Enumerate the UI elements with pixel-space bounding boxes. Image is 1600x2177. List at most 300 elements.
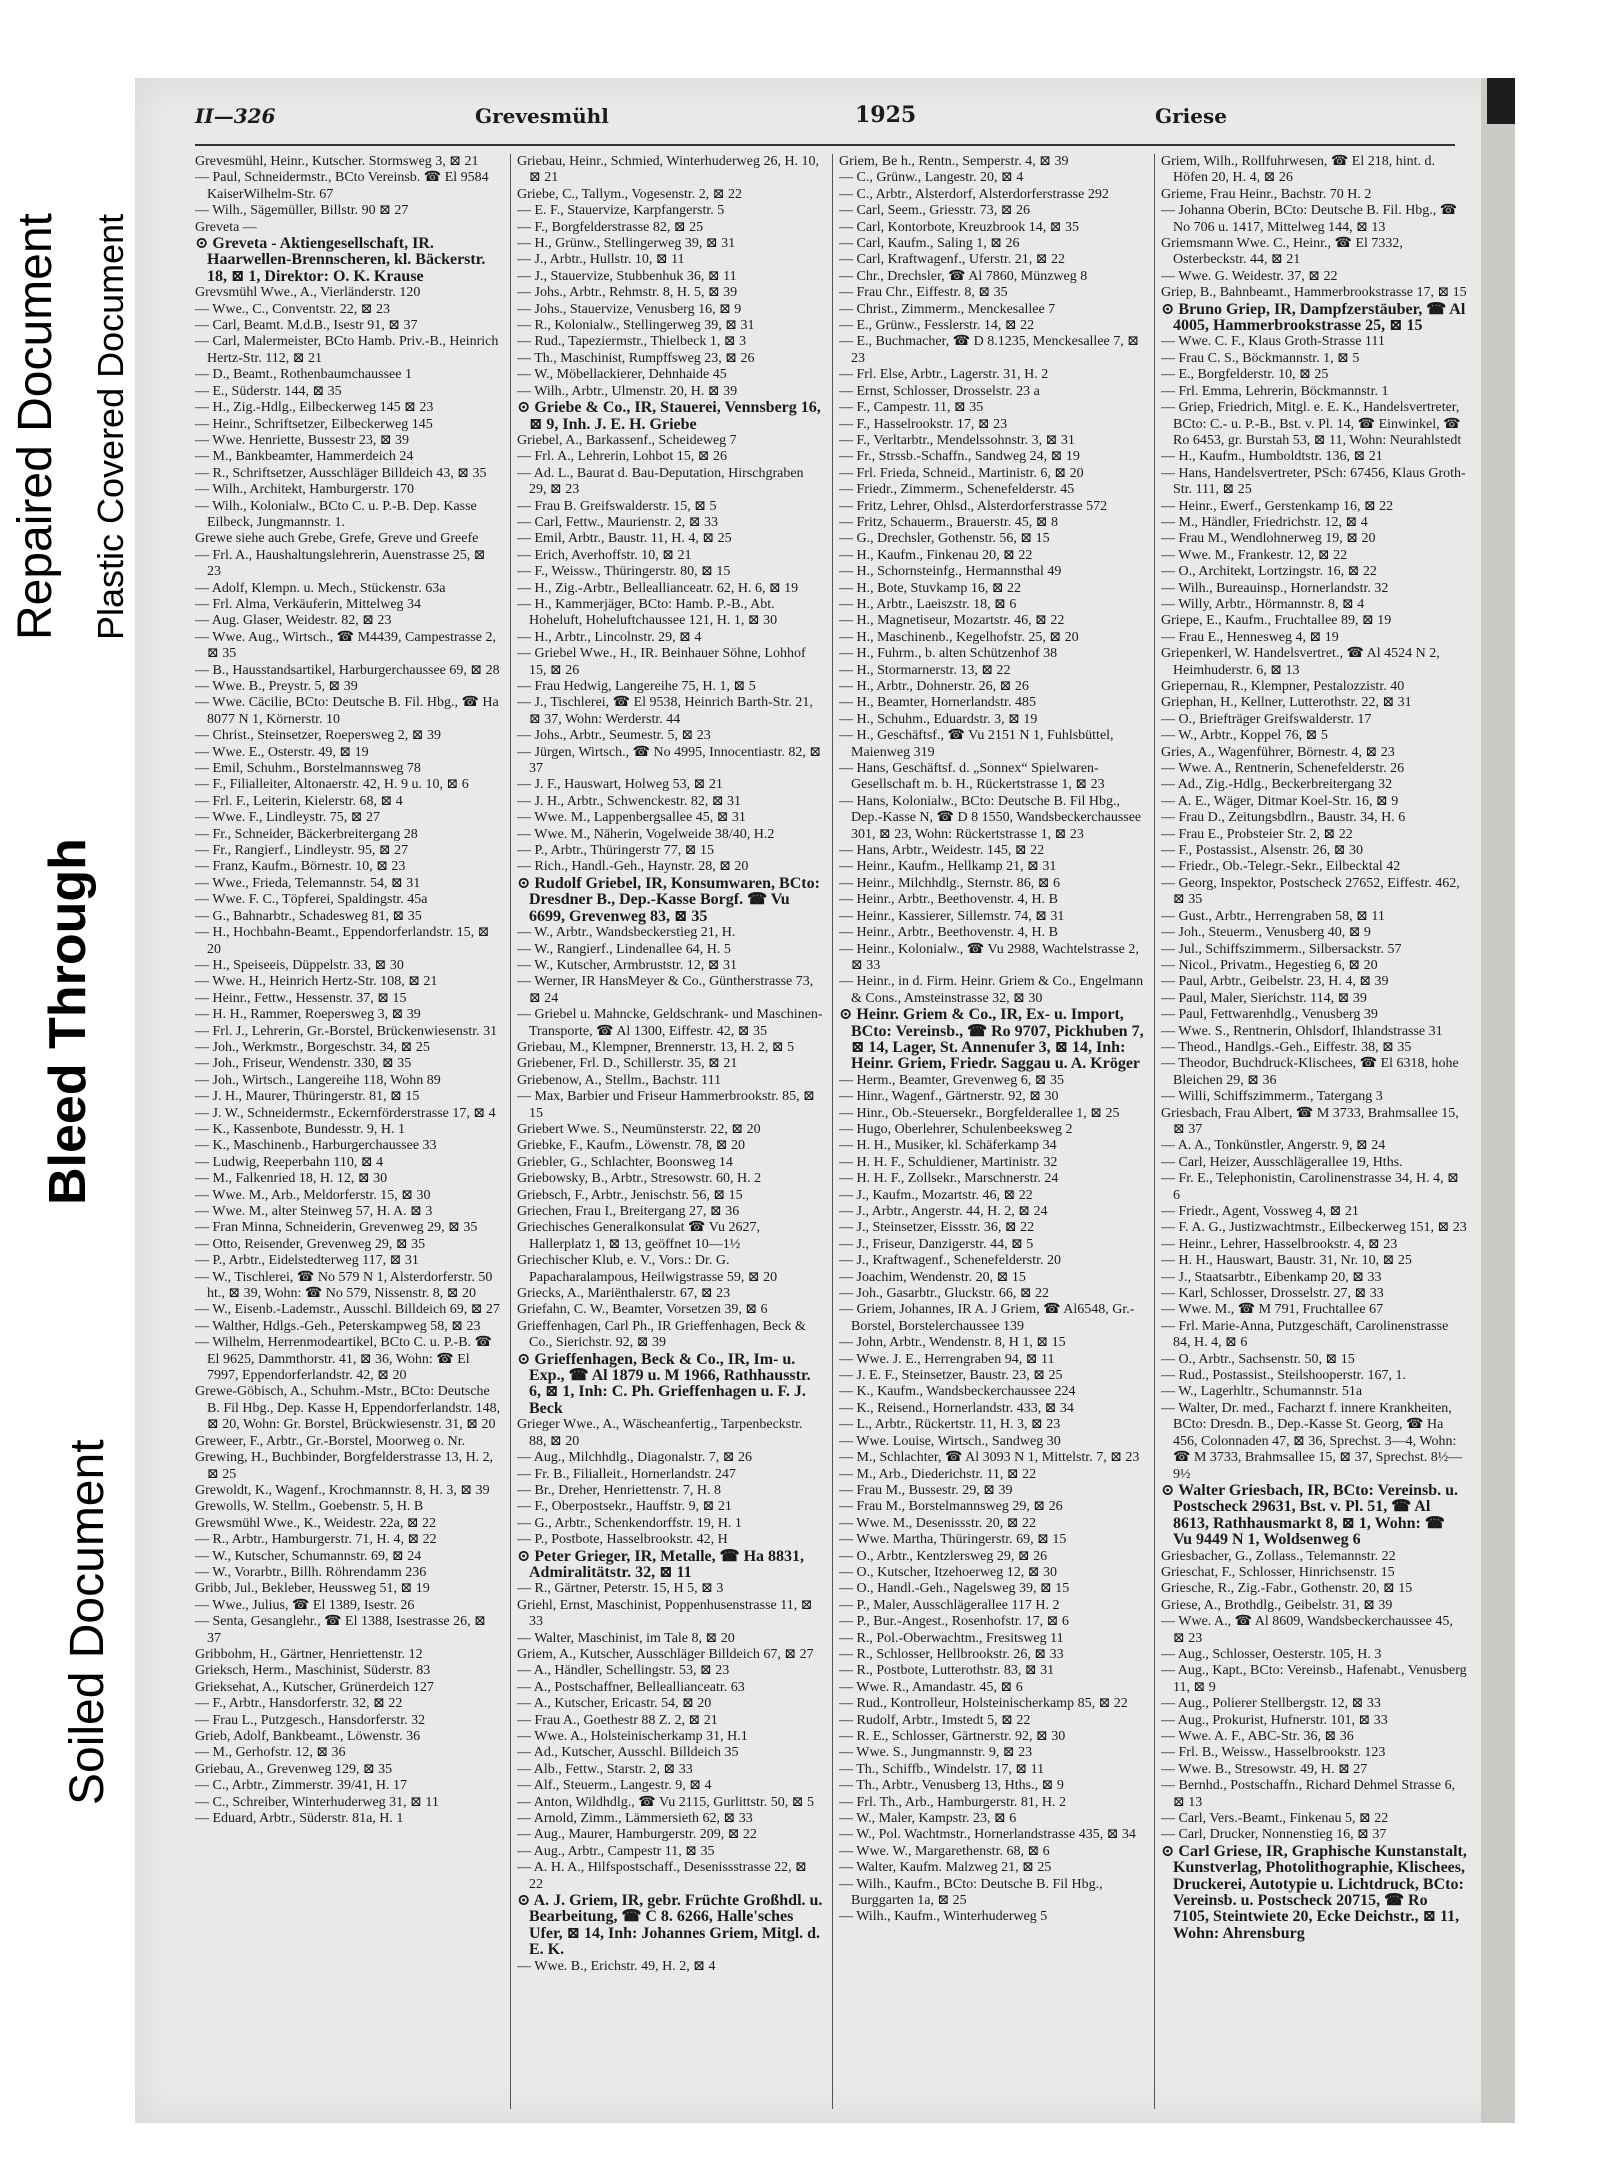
directory-entry: — Wwe. S., Rentnerin, Ohlsdorf, Ihlandstrasse 31 bbox=[1161, 1023, 1443, 1039]
directory-entry: — Johs., Arbtr., Seumestr. 5, ⊠ 23 bbox=[517, 728, 711, 744]
directory-entry: — Frl. A., Haushaltungslehrerin, Auenstrasse 25, ⊠ 23 bbox=[195, 547, 486, 580]
directory-entry: — R. E., Schlosser, Gärtnerstr. 92, ⊠ 30 bbox=[839, 1729, 1066, 1744]
directory-entry: — R., Arbtr., Hamburgerstr. 71, H. 4, ⊠ 22 bbox=[195, 1532, 437, 1548]
directory-entry: — Wwe. H., Heinrich Hertz-Str. 108, ⊠ 21 bbox=[195, 974, 438, 990]
directory-entry: — Heinr., Fettw., Hessenstr. 37, ⊠ 15 bbox=[195, 990, 407, 1006]
directory-entry: — Heinr., in d. Firm. Heinr. Griem & Co., Engelmann & Cons., Amsteinstrasse 32, ⊠ 30 bbox=[839, 974, 1144, 1006]
directory-entry: — Paul, Maler, Sierichstr. 114, ⊠ 39 bbox=[1161, 990, 1367, 1006]
directory-entry: — Willi, Schiffszimmerm., Tatergang 3 bbox=[1161, 1089, 1383, 1105]
directory-entry: — F., Oberpostsekr., Hauffstr. 9, ⊠ 21 bbox=[517, 1499, 732, 1515]
label-soiled-document: Soiled Document bbox=[61, 1439, 114, 1805]
directory-entry: — Fran Minna, Schneiderin, Grevenweg 29, ⊠ 35 bbox=[195, 1220, 478, 1236]
directory-entry: — O., Architekt, Lortzingstr. 16, ⊠ 22 bbox=[1161, 564, 1377, 580]
directory-entry: — P., Bur.-Angest., Rosenhofstr. 17, ⊠ 6 bbox=[839, 1614, 1069, 1630]
directory-entry: — Johs., Arbtr., Rehmstr. 8, H. 5, ⊠ 39 bbox=[517, 285, 738, 301]
directory-entry: — Rud., Kontrolleur, Holsteinischerkamp 85, ⊠ 22 bbox=[839, 1696, 1128, 1712]
directory-entry: — M., Arb., Diederichstr. 11, ⊠ 22 bbox=[839, 1466, 1037, 1482]
directory-entry: — Frau M., Wendlohnerweg 19, ⊠ 20 bbox=[1161, 531, 1376, 547]
directory-entry: — F. A. G., Justizwachtmstr., Eilbeckerweg 151, ⊠ 23 bbox=[1161, 1220, 1467, 1236]
directory-entry: — Heinr., Kassierer, Sillemstr. 74, ⊠ 31 bbox=[839, 908, 1065, 924]
directory-entry: Gribb, Jul., Bekleber, Heussweg 51, ⊠ 19 bbox=[195, 1581, 430, 1597]
directory-entry: — F., Verltarbtr., Mendelssohnstr. 3, ⊠ 31 bbox=[839, 432, 1075, 448]
page-tab bbox=[1487, 78, 1515, 124]
directory-entry: — H. H., Musiker, kl. Schäferkamp 34 bbox=[839, 1138, 1057, 1154]
directory-entry: — C., Arbtr., Alsterdorf, Alsterdorferstrasse 292 bbox=[839, 186, 1109, 202]
directory-entry: — Wwe., C., Conventstr. 22, ⊠ 23 bbox=[195, 301, 391, 317]
directory-entry: — Aug. Glaser, Weidestr. 82, ⊠ 23 bbox=[195, 613, 392, 629]
directory-entry: — Wwe. Henriette, Bussestr 23, ⊠ 39 bbox=[195, 432, 410, 448]
year: 1925 bbox=[855, 102, 917, 128]
directory-entry: — P., Postbote, Hasselbrookstr. 42, H bbox=[517, 1532, 728, 1548]
directory-entry: — Heinr., Kaufm., Hellkamp 21, ⊠ 31 bbox=[839, 859, 1057, 875]
directory-entry: — P., Maler, Ausschlägerallee 117 H. 2 bbox=[839, 1597, 1060, 1613]
label-bleed-through: Bleed Through bbox=[39, 838, 97, 1205]
directory-entry: — Aug., Schlosser, Oesterstr. 105, H. 3 bbox=[1161, 1646, 1382, 1662]
directory-entry: — P., Arbtr., Eidelstedterweg 117, ⊠ 31 bbox=[195, 1253, 419, 1269]
directory-entry: — C., Grünw., Langestr. 20, ⊠ 4 bbox=[839, 170, 1024, 186]
directory-entry: — Fritz, Schauerm., Brauerstr. 45, ⊠ 8 bbox=[839, 514, 1058, 530]
directory-entry: — Frau E., Hennesweg 4, ⊠ 19 bbox=[1161, 629, 1339, 645]
directory-entry: — Heinr., Ewerf., Gerstenkamp 16, ⊠ 22 bbox=[1161, 498, 1394, 514]
directory-entry: — Heinr., Arbtr., Beethovenstr. 4, H. B bbox=[839, 925, 1058, 941]
directory-entry: — W., Maler, Kampstr. 23, ⊠ 6 bbox=[839, 1811, 1017, 1827]
directory-entry: ⊙ Griebe & Co., IR, Stauerei, Vennsberg 16, ⊠ 9, Inh. J. E. H. Griebe bbox=[517, 399, 821, 433]
directory-entry: Griebke, F., Kaufm., Löwenstr. 78, ⊠ 20 bbox=[517, 1138, 745, 1154]
directory-entry: — Wwe. A. F., ABC-Str. 36, ⊠ 36 bbox=[1161, 1729, 1354, 1744]
directory-entry: — G., Bahnarbtr., Schadesweg 81, ⊠ 35 bbox=[195, 908, 422, 924]
directory-entry: — Wilh., Kolonialw., BCto C. u. P.-B. Dep. Kasse Eilbeck, Jungmannstr. 1. bbox=[195, 498, 477, 530]
directory-entry: Griebau, M., Klempner, Brennerstr. 13, H. 2, ⊠ 5 bbox=[517, 1039, 795, 1055]
directory-entry: — M., Schlachter, ☎ Al 3093 N 1, Mittelstr. 7, ⊠ 23 bbox=[839, 1450, 1140, 1466]
directory-entry: — K., Kassenbote, Bundesstr. 9, H. 1 bbox=[195, 1121, 405, 1137]
directory-entry: Grieksehat, A., Kutscher, Grünerdeich 127 bbox=[195, 1679, 434, 1695]
directory-entry: — Emil, Arbtr., Baustr. 11, H. 4, ⊠ 25 bbox=[517, 531, 732, 547]
directory-entry: Griebsch, F., Arbtr., Jenischstr. 56, ⊠ 15 bbox=[517, 1187, 743, 1203]
directory-entry: — J. F., Hauswart, Holweg 53, ⊠ 21 bbox=[517, 777, 723, 793]
directory-entry: — Frau C. S., Böckmannstr. 1, ⊠ 5 bbox=[1161, 350, 1360, 366]
directory-entry: Griebenow, A., Stellm., Bachstr. 111 bbox=[517, 1072, 722, 1088]
directory-entry: — A., Händler, Schellingstr. 53, ⊠ 23 bbox=[517, 1663, 730, 1679]
directory-entry: — W., Pol. Wachtmstr., Hornerlandstrasse 435, ⊠ 34 bbox=[839, 1827, 1136, 1843]
directory-entry: — Griem, Johannes, IR A. J Griem, ☎ Al6548, Gr.-Borstel, Borstelerchaussee 139 bbox=[839, 1302, 1135, 1334]
directory-entry: — Wwe., Julius, ☎ El 1389, Isestr. 26 bbox=[195, 1597, 415, 1613]
directory-entry: — Heinr., Kolonialw., ☎ Vu 2988, Wachtelstrasse 2, ⊠ 33 bbox=[839, 941, 1139, 973]
directory-entry: Griem, Be h., Rentn., Semperstr. 4, ⊠ 39 bbox=[839, 154, 1069, 169]
directory-entry: ⊙ Peter Grieger, IR, Metalle, ☎ Ha 8831, Admiralitätstr. 32, ⊠ 11 bbox=[517, 1547, 805, 1581]
directory-entry: — A., Kutscher, Ericastr. 54, ⊠ 20 bbox=[517, 1696, 712, 1712]
directory-entry: — Fr., Rangierf., Lindleystr. 95, ⊠ 27 bbox=[195, 843, 409, 859]
directory-entry: — H., Schornsteinfg., Hermannsthal 49 bbox=[839, 564, 1062, 580]
directory-entry: — Griebel u. Mahncke, Geldschrank- und Maschinen-Transporte, ☎ Al 1300, Eiffestr. 42, ⊠ 35 bbox=[517, 1007, 823, 1039]
last-entry-name: Griese bbox=[1155, 104, 1227, 128]
directory-entry: — H. H., Hauswart, Baustr. 31, Nr. 10, ⊠ 25 bbox=[1161, 1253, 1412, 1269]
directory-entry: — H., Schuhm., Eduardstr. 3, ⊠ 19 bbox=[839, 711, 1038, 727]
column-rule bbox=[832, 154, 833, 2109]
directory-entry: — Chr., Drechsler, ☎ Al 7860, Münzweg 8 bbox=[839, 268, 1088, 284]
directory-entry: — Hugo, Oberlehrer, Schulenbeeksweg 2 bbox=[839, 1121, 1073, 1137]
directory-entry: — Hans, Arbtr., Weidestr. 145, ⊠ 22 bbox=[839, 843, 1045, 859]
directory-entry: ⊙ Rudolf Griebel, IR, Konsumwaren, BCto: Dresdner B., Dep.-Kasse Borgf. ☎ Vu 6699, Grevenweg 83, ⊠ 35 bbox=[517, 874, 820, 925]
directory-entry: — H., Bote, Stuvkamp 16, ⊠ 22 bbox=[839, 580, 1022, 596]
directory-entry: — J., Kraftwagenf., Schenefelderstr. 20 bbox=[839, 1253, 1061, 1269]
directory-entry: — Carl, Seem., Griesstr. 73, ⊠ 26 bbox=[839, 203, 1030, 219]
label-repaired-document: Repaired Document bbox=[9, 213, 62, 640]
directory-entry: — E., Buchmacher, ☎ D 8.1235, Menckesallee 7, ⊠ 23 bbox=[839, 334, 1139, 366]
directory-entry: — K., Maschinenb., Harburgerchaussee 33 bbox=[195, 1138, 437, 1154]
directory-entry: — Walter, Kaufm. Malzweg 21, ⊠ 25 bbox=[839, 1860, 1052, 1876]
directory-entry: — M., Gerhofstr. 12, ⊠ 36 bbox=[195, 1745, 346, 1761]
directory-columns bbox=[195, 154, 1465, 2109]
column-rule bbox=[1154, 154, 1155, 2109]
directory-entry: — J. W., Schneidermstr., Eckernförderstrasse 17, ⊠ 4 bbox=[195, 1105, 496, 1121]
directory-entry: Griesbacher, G., Zollass., Telemannstr. 22 bbox=[1161, 1548, 1396, 1564]
column-1 bbox=[195, 154, 501, 2109]
directory-entry: — Ad., Zig.-Hdlg., Beckerbreitergang 32 bbox=[1161, 777, 1393, 793]
directory-entry: Grewolls, W. Stellm., Goebenstr. 5, H. B bbox=[195, 1499, 424, 1515]
directory-entry: — Otto, Reisender, Grevenweg 29, ⊠ 35 bbox=[195, 1236, 426, 1252]
directory-entry: — H., Kammerjäger, BCto: Hamb. P.-B., Abt. Hoheluft, Hoheluftchaussee 121, H. 1, ⊠ 30 bbox=[517, 596, 778, 629]
directory-entry: — Wwe. M., Lappenbergsallee 45, ⊠ 31 bbox=[517, 810, 746, 826]
directory-entry: — Paul, Schneidermstr., BCto Vereinsb. ☎ El 9584 KaiserWilhelm-Str. 67 bbox=[195, 170, 489, 202]
directory-entry: — Willy, Arbtr., Hörmannstr. 8, ⊠ 4 bbox=[1161, 596, 1365, 612]
directory-entry: — Franz, Kaufm., Börnestr. 10, ⊠ 23 bbox=[195, 859, 406, 875]
directory-entry: — O., Arbtr., Sachsenstr. 50, ⊠ 15 bbox=[1161, 1351, 1355, 1367]
directory-entry: — D., Beamt., Rothenbaumchaussee 1 bbox=[195, 367, 412, 383]
directory-entry: — Frl. Marie-Anna, Putzgeschäft, Carolinenstrasse 84, H. 4, ⊠ 6 bbox=[1161, 1318, 1449, 1351]
directory-entry: — Wilh., Kaufm., BCto: Deutsche B. Fil Hbg., Burggarten 1a, ⊠ 25 bbox=[839, 1876, 1103, 1909]
directory-entry: Grieger Wwe., A., Wäscheanfertig., Tarpenbeckstr. 88, ⊠ 20 bbox=[517, 1417, 803, 1449]
page-number: II—326 bbox=[195, 104, 276, 128]
directory-entry: — J. H., Maurer, Thüringerstr. 81, ⊠ 15 bbox=[195, 1089, 420, 1105]
directory-entry: — H., Hochbahn-Beamt., Eppendorferlandstr. 15, ⊠ 20 bbox=[195, 925, 490, 957]
directory-entry: Grieb, Adolf, Bankbeamt., Löwenstr. 36 bbox=[195, 1729, 421, 1744]
directory-entry: — B., Hausstandsartikel, Harburgerchaussee 69, ⊠ 28 bbox=[195, 662, 500, 678]
directory-entry: — O., Handl.-Geh., Nagelsweg 39, ⊠ 15 bbox=[839, 1581, 1070, 1597]
directory-entry: Griebener, Frl. D., Schillerstr. 35, ⊠ 21 bbox=[517, 1056, 738, 1072]
directory-entry: — O., Arbtr., Kentzlersweg 29, ⊠ 26 bbox=[839, 1548, 1048, 1564]
directory-entry: — Wwe. Aug., Wirtsch., ☎ M4439, Campestrasse 2, ⊠ 35 bbox=[195, 629, 496, 662]
directory-entry: Grewoldt, K., Wagenf., Krochmannstr. 8, H. 3, ⊠ 39 bbox=[195, 1482, 490, 1498]
directory-entry: — H., Zig.-Arbtr., Belleallianceatr. 62, H. 6, ⊠ 19 bbox=[517, 580, 799, 596]
directory-entry: Griem, Wilh., Rollfuhrwesen, ☎ El 218, hint. d. Höfen 20, H. 4, ⊠ 26 bbox=[1161, 154, 1436, 186]
directory-entry: Griepernau, R., Klempner, Pestalozzistr. 40 bbox=[1161, 679, 1405, 694]
directory-entry: — Joh., Gasarbtr., Gluckstr. 66, ⊠ 22 bbox=[839, 1286, 1050, 1302]
directory-entry: — Christ., Steinsetzer, Roepersweg 2, ⊠ 39 bbox=[195, 728, 442, 744]
directory-entry: — Wwe. W., Margarethenstr. 68, ⊠ 6 bbox=[839, 1843, 1050, 1859]
directory-entry: — Jul., Schiffszimmerm., Silbersackstr. 57 bbox=[1161, 941, 1402, 957]
directory-entry: Griebau, Heinr., Schmied, Winterhuderweg 26, H. 10, ⊠ 21 bbox=[517, 154, 820, 186]
directory-entry: — Fritz, Lehrer, Ohlsd., Alsterdorferstrasse 572 bbox=[839, 498, 1108, 514]
directory-entry: — H. H., Rammer, Roepersweg 3, ⊠ 39 bbox=[195, 1007, 421, 1023]
directory-entry: — Paul, Fettwarenhdlg., Venusberg 39 bbox=[1161, 1007, 1378, 1023]
directory-entry: — Wwe. B., Stresowstr. 49, H. ⊠ 27 bbox=[1161, 1761, 1368, 1777]
directory-entry: — Wwe. J. E., Herrengraben 94, ⊠ 11 bbox=[839, 1351, 1055, 1367]
directory-entry: — R., Schlosser, Hellbrookstr. 26, ⊠ 33 bbox=[839, 1646, 1064, 1662]
directory-entry: — Wwe. M., Frankestr. 12, ⊠ 22 bbox=[1161, 547, 1348, 563]
directory-entry: — Arnold, Zimm., Lämmersieth 62, ⊠ 33 bbox=[517, 1811, 753, 1827]
directory-entry: Greveta — bbox=[195, 219, 257, 235]
directory-entry: — Joh., Friseur, Wendenstr. 330, ⊠ 35 bbox=[195, 1056, 412, 1072]
directory-entry: — Carl, Kaufm., Saling 1, ⊠ 26 bbox=[839, 236, 1020, 252]
directory-entry: Griehl, Ernst, Maschinist, Poppenhusenstrasse 11, ⊠ 33 bbox=[517, 1597, 813, 1630]
directory-entry: — Max, Barbier und Friseur Hammerbrookstr. 85, ⊠ 15 bbox=[517, 1089, 815, 1121]
directory-entry: — F., Arbtr., Hansdorferstr. 32, ⊠ 22 bbox=[195, 1696, 403, 1712]
directory-entry: — H., Speiseeis, Düppelstr. 33, ⊠ 30 bbox=[195, 957, 404, 973]
directory-entry: — Wwe. G. Weidestr. 37, ⊠ 22 bbox=[1161, 268, 1338, 284]
directory-entry: — J., Kaufm., Mozartstr. 46, ⊠ 22 bbox=[839, 1187, 1033, 1203]
directory-entry: — Wilh., Sägemüller, Billstr. 90 ⊠ 27 bbox=[195, 203, 409, 219]
directory-entry: — R., Kolonialw., Stellingerweg 39, ⊠ 31 bbox=[517, 318, 755, 334]
directory-entry: ⊙ Heinr. Griem & Co., IR, Ex- u. Import, BCto: Vereinsb., ☎ Ro 9707, Pickhuben 7, ⊠ 14, Lager, St. Annenufer 3, ⊠ 14, Inh: Heinr. Griem, Friedr. Saggau u. A. Kröger bbox=[839, 1006, 1144, 1073]
directory-entry: — R., Postbote, Lutterothstr. 83, ⊠ 31 bbox=[839, 1663, 1055, 1679]
directory-entry: — M., Bankbeamter, Hammerdeich 24 bbox=[195, 449, 414, 465]
directory-entry: — Aug., Milchhdlg., Diagonalstr. 7, ⊠ 26 bbox=[517, 1450, 752, 1466]
directory-entry: Griechischer Klub, e. V., Vors.: Dr. G. Papacharalampous, Heilwigstrasse 59, ⊠ 20 bbox=[517, 1253, 778, 1285]
directory-entry: — Georg, Inspektor, Postscheck 27652, Eiffestr. 462, ⊠ 35 bbox=[1161, 875, 1460, 908]
first-entry-name: Grevesmühl bbox=[475, 104, 609, 128]
directory-entry: Griecks, A., Mariënthalerstr. 67, ⊠ 23 bbox=[517, 1286, 731, 1302]
directory-entry: — Carl, Fettw., Maurienstr. 2, ⊠ 33 bbox=[517, 514, 718, 530]
directory-entry: Griephan, H., Kellner, Lutterothstr. 22, ⊠ 31 bbox=[1161, 695, 1412, 711]
directory-entry: — H., Beamter, Hornerlandstr. 485 bbox=[839, 695, 1036, 711]
directory-entry: — F., Postassist., Alsenstr. 26, ⊠ 30 bbox=[1161, 843, 1363, 859]
directory-entry: — Wilh., Architekt, Hamburgerstr. 170 bbox=[195, 482, 415, 498]
directory-entry: — Nicol., Privatm., Hegestieg 6, ⊠ 20 bbox=[1161, 957, 1378, 973]
directory-entry: — Frl. B., Weissw., Hasselbrookstr. 123 bbox=[1161, 1745, 1386, 1761]
directory-entry: — Wwe. R., Amandastr. 45, ⊠ 6 bbox=[839, 1679, 1023, 1695]
directory-entry: — Heinr., Arbtr., Beethovenstr. 4, H. B bbox=[839, 892, 1058, 908]
directory-entry: — J., Stauervize, Stubbenhuk 36, ⊠ 11 bbox=[517, 268, 737, 284]
directory-entry: — Gust., Arbtr., Herrengraben 58, ⊠ 11 bbox=[1161, 908, 1385, 924]
directory-entry: — Wilh., Arbtr., Ulmenstr. 20, H. ⊠ 39 bbox=[517, 383, 738, 399]
directory-entry: — Fr. B., Filialleit., Hornerlandstr. 247 bbox=[517, 1466, 736, 1482]
directory-entry: — Hans, Kolonialw., BCto: Deutsche B. Fil Hbg., Dep.-Kasse N, ☎ D 8 1550, Wandsbeckerchaussee 301, ⊠ 23, Wohn: Rückertstrasse 1, ⊠ 23 bbox=[839, 793, 1142, 842]
directory-entry: — A. E., Wäger, Ditmar Koel-Str. 16, ⊠ 9 bbox=[1161, 793, 1399, 809]
directory-entry: — Joh., Werkmstr., Borgeschstr. 34, ⊠ 25 bbox=[195, 1039, 430, 1055]
directory-entry: ⊙ Grieffenhagen, Beck & Co., IR, Im- u. Exp., ☎ Al 1879 u. M 1966, Rathhausstr. 6, ⊠ 1, Inh: C. Ph. Grieffenhagen u. F. J. Beck bbox=[517, 1350, 811, 1417]
directory-entry: — Aug., Prokurist, Hufnerstr. 101, ⊠ 33 bbox=[1161, 1712, 1388, 1728]
directory-entry: — H. H. F., Schuldiener, Martinistr. 32 bbox=[839, 1154, 1058, 1170]
directory-entry: — Frl. Emma, Lehrerin, Böckmannstr. 1 bbox=[1161, 383, 1389, 399]
directory-entry: — L., Arbtr., Rückertstr. 11, H. 3, ⊠ 23 bbox=[839, 1417, 1061, 1433]
directory-entry: — Frl. A., Lehrerin, Lohbot 15, ⊠ 26 bbox=[517, 449, 728, 465]
directory-entry: Grevsmühl Wwe., A., Vierländerstr. 120 bbox=[195, 285, 421, 301]
directory-entry: Griebau, A., Grevenweg 129, ⊠ 35 bbox=[195, 1761, 393, 1777]
directory-entry: — Wwe. A., Rentnerin, Schenefelderstr. 26 bbox=[1161, 761, 1405, 777]
directory-entry: — Aug., Arbtr., Campestr 11, ⊠ 35 bbox=[517, 1843, 715, 1859]
directory-entry: Grewing, H., Buchbinder, Borgfelderstrasse 13, H. 2, ⊠ 25 bbox=[195, 1450, 494, 1482]
directory-entry: — Ad. L., Baurat d. Bau-Deputation, Hirschgraben 29, ⊠ 23 bbox=[517, 465, 804, 498]
directory-entry: — Wilh., Kaufm., Winterhuderweg 5 bbox=[839, 1909, 1048, 1925]
directory-entry: — Johs., Stauervize, Venusberg 16, ⊠ 9 bbox=[517, 301, 742, 317]
directory-entry: — F., Borgfelderstrasse 82, ⊠ 25 bbox=[517, 219, 704, 235]
directory-entry: — Paul, Arbtr., Geibelstr. 23, H. 4, ⊠ 39 bbox=[1161, 974, 1389, 990]
directory-entry: Griepenkerl, W. Handelsvertret., ☎ Al 4524 N 2, Heimhuderstr. 6, ⊠ 13 bbox=[1161, 646, 1440, 678]
directory-entry: Grevesmühl, Heinr., Kutscher. Stormsweg 3, ⊠ 21 bbox=[195, 154, 479, 169]
directory-entry: — Wwe. B., Erichstr. 49, H. 2, ⊠ 4 bbox=[517, 1958, 716, 1974]
directory-entry: — P., Arbtr., Thüringerstr 77, ⊠ 15 bbox=[517, 843, 714, 859]
directory-entry: — H., Magnetiseur, Mozartstr. 46, ⊠ 22 bbox=[839, 613, 1065, 629]
directory-entry: — Emil, Schuhm., Borstelmannsweg 78 bbox=[195, 761, 421, 777]
directory-entry: — Br., Dreher, Henriettenstr. 7, H. 8 bbox=[517, 1482, 721, 1498]
directory-entry: — Aug., Polierer Stellbergstr. 12, ⊠ 33 bbox=[1161, 1696, 1381, 1712]
directory-entry: — Frau Hedwig, Langereihe 75, H. 1, ⊠ 5 bbox=[517, 679, 756, 694]
directory-entry: — Rud., Postassist., Steilshooperstr. 167, 1. bbox=[1161, 1368, 1407, 1384]
directory-entry: — Th., Schiffb., Windelstr. 17, ⊠ 11 bbox=[839, 1761, 1045, 1777]
directory-entry: — E., Grünw., Fesslerstr. 14, ⊠ 22 bbox=[839, 318, 1035, 334]
directory-entry: — Heinr., Lehrer, Hasselbrookstr. 4, ⊠ 23 bbox=[1161, 1236, 1398, 1252]
directory-entry: Grewsmühl Wwe., K., Weidestr. 22a, ⊠ 22 bbox=[195, 1515, 437, 1531]
directory-entry: — G., Drechsler, Gothenstr. 56, ⊠ 15 bbox=[839, 531, 1050, 547]
directory-entry: Grewe-Göbisch, A., Schuhm.-Mstr., BCto: Deutsche B. Fil Hbg., Dep. Kasse H, Eppendorferlandstr. 148, ⊠ 20, Wohn: Gr. Borstel, Brückwiesenstr. 31, ⊠ 20 bbox=[195, 1384, 501, 1433]
directory-entry: — Alf., Steuerm., Langestr. 9, ⊠ 4 bbox=[517, 1778, 712, 1794]
directory-entry: Greweer, F., Arbtr., Gr.-Borstel, Moorweg o. Nr. bbox=[195, 1433, 466, 1449]
directory-entry: — Walter, Maschinist, im Tale 8, ⊠ 20 bbox=[517, 1630, 735, 1646]
directory-entry: Griechen, Frau I., Breitergang 27, ⊠ 36 bbox=[517, 1204, 740, 1219]
directory-entry: — H., Maschinenb., Kegelhofstr. 25, ⊠ 20 bbox=[839, 629, 1079, 645]
directory-entry: Griesche, R., Zig.-Fabr., Gothenstr. 20, ⊠ 15 bbox=[1161, 1581, 1413, 1597]
directory-entry: Griem, A., Kutscher, Ausschläger Billdeich 67, ⊠ 27 bbox=[517, 1646, 814, 1662]
directory-entry: Grieffenhagen, Carl Ph., IR Grieffenhagen, Beck & Co., Sierichstr. 92, ⊠ 39 bbox=[517, 1318, 806, 1351]
directory-entry: — Carl, Beamt. M.d.B., Isestr 91, ⊠ 37 bbox=[195, 318, 418, 334]
column-2 bbox=[517, 154, 823, 2109]
directory-entry: — Jürgen, Wirtsch., ☎ No 4995, Innocentiastr. 82, ⊠ 37 bbox=[517, 744, 822, 777]
directory-entry: — Friedr., Ob.-Telegr.-Sekr., Eilbecktal 42 bbox=[1161, 859, 1401, 875]
directory-entry: — H. H. F., Zollsekr., Marschnerstr. 24 bbox=[839, 1171, 1059, 1187]
directory-entry: — E. F., Stauervize, Karpfangerstr. 5 bbox=[517, 203, 725, 219]
directory-entry: — W., Rangierf., Lindenallee 64, H. 5 bbox=[517, 941, 731, 957]
directory-entry: Griechisches Generalkonsulat ☎ Vu 2627, Hallerplatz 1, ⊠ 13, geöffnet 10—1½ bbox=[517, 1220, 761, 1252]
directory-entry: — Wwe. M., ☎ M 791, Fruchtallee 67 bbox=[1161, 1302, 1384, 1318]
directory-entry: — Eduard, Arbtr., Süderstr. 81a, H. 1 bbox=[195, 1811, 404, 1827]
directory-entry: — Joachim, Wendenstr. 20, ⊠ 15 bbox=[839, 1269, 1026, 1285]
directory-entry: — Ludwig, Reeperbahn 110, ⊠ 4 bbox=[195, 1154, 384, 1170]
directory-entry: — Wwe. Martha, Thüringerstr. 69, ⊠ 15 bbox=[839, 1532, 1067, 1548]
directory-entry: — H., Kaufm., Finkenau 20, ⊠ 22 bbox=[839, 547, 1033, 563]
directory-entry: — G., Arbtr., Schenkendorffstr. 19, H. 1 bbox=[517, 1515, 742, 1531]
directory-entry: — Frau E., Probsteier Str. 2, ⊠ 22 bbox=[1161, 826, 1353, 842]
directory-entry: Griemsmann Wwe. C., Heinr., ☎ El 7332, Osterbeckstr. 44, ⊠ 21 bbox=[1161, 236, 1403, 268]
directory-entry: — Werner, IR HansMeyer & Co., Güntherstrasse 73, ⊠ 24 bbox=[517, 974, 814, 1006]
directory-entry: — Wilhelm, Herrenmodeartikel, BCto C. u. P.-B. ☎ El 9625, Dammthorstr. 41, ⊠ 36, Wohn: ☎ El 7997, Eppendorferlandstr. 42, ⊠ 20 bbox=[195, 1335, 492, 1384]
directory-entry: — R., Pol.-Oberwachtm., Fresitsweg 11 bbox=[839, 1630, 1064, 1646]
directory-entry: — Rich., Handl.-Geh., Haynstr. 28, ⊠ 20 bbox=[517, 859, 749, 875]
directory-entry: — Frau A., Goethestr 88 Z. 2, ⊠ 21 bbox=[517, 1712, 718, 1728]
directory-entry: — W., Eisenb.-Lademstr., Ausschl. Billdeich 69, ⊠ 27 bbox=[195, 1302, 500, 1318]
directory-entry: — A. A., Tonkünstler, Angerstr. 9, ⊠ 24 bbox=[1161, 1138, 1386, 1154]
directory-entry: ⊙ Greveta - Aktiengesellschaft, IR. Haarwellen-Brennscheren, kl. Bäckerstr. 18, ⊠ 1, Direktor: O. K. Krause bbox=[195, 235, 486, 285]
directory-entry: — Joh., Steuerm., Venusberg 40, ⊠ 9 bbox=[1161, 925, 1371, 941]
column-3 bbox=[839, 154, 1145, 2109]
directory-entry: Griep, B., Bahnbeamt., Hammerbrookstrasse 17, ⊠ 15 bbox=[1161, 285, 1467, 301]
directory-entry: Grieksch, Herm., Maschinist, Süderstr. 83 bbox=[195, 1663, 431, 1679]
directory-entry: — J., Tischlerei, ☎ El 9538, Heinrich Barth-Str. 21, ⊠ 37, Wohn: Werderstr. 44 bbox=[517, 695, 813, 727]
directory-entry: — H., Arbtr., Dohnerstr. 26, ⊠ 26 bbox=[839, 679, 1029, 694]
directory-entry: — C., Arbtr., Zimmerstr. 39/41, H. 17 bbox=[195, 1778, 407, 1794]
directory-entry: — Wwe. M., alter Steinweg 57, H. A. ⊠ 3 bbox=[195, 1204, 433, 1219]
directory-entry: — H., Kaufm., Humboldtstr. 136, ⊠ 21 bbox=[1161, 449, 1383, 465]
label-plastic-covered-document: Plastic Covered Document bbox=[90, 213, 131, 640]
column-rule bbox=[510, 154, 511, 2109]
directory-entry: — Hans, Geschäftsf. d. „Sonnex“ Spielwaren-Gesellschaft m. b. H., Rückertstrasse 1, ⊠ 23 bbox=[839, 761, 1105, 793]
directory-entry: — Erich, Averhoffstr. 10, ⊠ 21 bbox=[517, 547, 692, 563]
directory-entry: ⊙ Bruno Griep, IR, Dampfzerstäuber, ☎ Al 4005, Hammerbrookstrasse 25, ⊠ 15 bbox=[1161, 300, 1466, 335]
directory-entry: — Johanna Oberin, BCto: Deutsche B. Fil. Hbg., ☎ No 706 u. 1417, Mittelweg 144, ⊠ 13 bbox=[1161, 203, 1458, 235]
directory-entry: — Friedr., Agent, Vossweg 4, ⊠ 21 bbox=[1161, 1204, 1359, 1219]
directory-entry: — Frau Chr., Eiffestr. 8, ⊠ 35 bbox=[839, 285, 1008, 301]
directory-entry: — H., Grünw., Stellingerweg 39, ⊠ 31 bbox=[517, 236, 736, 252]
directory-entry: Grewe siehe auch Grebe, Grefe, Greve und Greefe bbox=[195, 531, 479, 547]
directory-entry: — Griep, Friedrich, Mitgl. e. E. K., Handelsvertreter, BCto: C.- u. P.-B., Bst. v. Pl. 14, ☎ Einwinkel, ☎ Ro 6453, gr. Burstah 53, ⊠ 11, Wohn: Neurahlstedt bbox=[1161, 400, 1462, 448]
directory-entry: — Heinr., Milchhdlg., Sternstr. 86, ⊠ 6 bbox=[839, 875, 1060, 891]
directory-entry: — Wwe. C. F., Klaus Groth-Strasse 111 bbox=[1161, 334, 1385, 350]
directory-entry: — Rud., Tapeziermstr., Thielbeck 1, ⊠ 3 bbox=[517, 334, 747, 350]
directory-entry: — Wwe. E., Osterstr. 49, ⊠ 19 bbox=[195, 744, 369, 760]
directory-entry: — Frau D., Zeitungsbdlrn., Baustr. 34, H. 6 bbox=[1161, 810, 1406, 826]
directory-entry: — W., Kutscher, Schumannstr. 69, ⊠ 24 bbox=[195, 1548, 422, 1564]
directory-entry: — Carl, Malermeister, BCto Hamb. Priv.-B., Heinrich Hertz-Str. 112, ⊠ 21 bbox=[195, 334, 499, 366]
directory-entry: — Anton, Wildhdlg., ☎ Vu 2115, Gurlittstr. 50, ⊠ 5 bbox=[517, 1794, 815, 1810]
directory-entry: — K., Kaufm., Wandsbeckerchaussee 224 bbox=[839, 1384, 1076, 1400]
directory-entry: — Friedr., Zimmerm., Schenefelderstr. 45 bbox=[839, 482, 1075, 498]
directory-entry: — Wwe. M., Näherin, Vogelweide 38/40, H.2 bbox=[517, 826, 775, 842]
directory-entry: — Wwe., Frieda, Telemannstr. 54, ⊠ 31 bbox=[195, 875, 421, 891]
directory-entry: — W., Kutscher, Armbruststr. 12, ⊠ 31 bbox=[517, 957, 738, 973]
directory-entry: Griefahn, C. W., Beamter, Vorsetzen 39, ⊠ 6 bbox=[517, 1302, 768, 1318]
directory-entry: — J., Friseur, Danzigerstr. 44, ⊠ 5 bbox=[839, 1236, 1034, 1252]
directory-entry: — Alb., Fettw., Starstr. 2, ⊠ 33 bbox=[517, 1761, 693, 1777]
directory-entry: Gries, A., Wagenführer, Börnestr. 4, ⊠ 23 bbox=[1161, 744, 1395, 760]
directory-entry: Gribbohm, H., Gärtner, Henriettenstr. 12 bbox=[195, 1646, 423, 1662]
directory-entry: Griesbach, Frau Albert, ☎ M 3733, Brahmsallee 15, ⊠ 37 bbox=[1161, 1105, 1459, 1137]
directory-entry: — Th., Arbtr., Venusberg 13, Hths., ⊠ 9 bbox=[839, 1778, 1064, 1794]
column-4 bbox=[1161, 154, 1467, 2109]
directory-entry: — W., Arbtr., Koppel 76, ⊠ 5 bbox=[1161, 728, 1328, 744]
directory-entry: — Frau L., Putzgesch., Hansdorferstr. 32 bbox=[195, 1712, 426, 1728]
directory-entry: — Fr., Schneider, Bäckerbreitergang 28 bbox=[195, 826, 418, 842]
directory-entry: — Wwe. Louise, Wirtsch., Sandweg 30 bbox=[839, 1433, 1061, 1449]
directory-entry: — H., Fuhrm., b. alten Schützenhof 38 bbox=[839, 646, 1058, 662]
directory-entry: ⊙ Walter Griesbach, IR, BCto: Vereinsb. u. Postscheck 29631, Bst. v. Pl. 51, ☎ Al 8613, Rathhausmarkt 8, ⊠ 1, Wohn: ☎ Vu 9449 N 1, Woldsenweg 6 bbox=[1161, 1481, 1458, 1549]
directory-entry: — W., Tischlerei, ☎ No 579 N 1, Alsterdorferstr. 50 ht., ⊠ 39, Wohn: ☎ No 579, Nissenstr. 8, ⊠ 20 bbox=[195, 1269, 493, 1302]
directory-entry: — Aug., Kapt., BCto: Vereinsb., Hafenabt., Venusberg 11, ⊠ 9 bbox=[1161, 1663, 1467, 1695]
directory-entry: — Wwe. Cäcilie, BCto: Deutsche B. Fil. Hbg., ☎ Ha 8077 N 1, Körnerstr. 10 bbox=[195, 695, 499, 727]
directory-entry: — J., Staatsarbtr., Eibenkamp 20, ⊠ 33 bbox=[1161, 1269, 1382, 1285]
directory-entry: — Fr., Strssb.-Schaffn., Sandweg 24, ⊠ 19 bbox=[839, 449, 1080, 465]
directory-entry: — Walter, Dr. med., Facharzt f. innere Krankheiten, BCto: Dresdn. B., Dep.-Kasse St. Georg, ☎ Ha 456, Colonnaden 47, ⊠ 36, Sprechst. 3—4, Wohn: ☎ M 3733, Brahmsallee 15, ⊠ 37, Sprechst. 8½—9½ bbox=[1161, 1400, 1463, 1482]
directory-entry: — Frl. Alma, Verkäuferin, Mittelweg 34 bbox=[195, 596, 422, 612]
directory-entry: Griebler, G., Schlachter, Boonsweg 14 bbox=[517, 1154, 733, 1170]
directory-entry: — Karl, Schlosser, Drosselstr. 27, ⊠ 33 bbox=[1161, 1286, 1384, 1302]
directory-entry: — Carl, Kontorbote, Kreuzbrook 14, ⊠ 35 bbox=[839, 219, 1079, 235]
directory-entry: — W., Lagerhltr., Schumannstr. 51a bbox=[1161, 1384, 1363, 1400]
directory-entry: — Ernst, Schlosser, Drosselstr. 23 a bbox=[839, 383, 1040, 399]
directory-entry: — J. H., Arbtr., Schwenckestr. 82, ⊠ 31 bbox=[517, 793, 742, 809]
page-edge bbox=[1481, 78, 1515, 2123]
directory-entry: ⊙ Carl Griese, IR, Graphische Kunstanstalt, Kunstverlag, Photolithographie, Klischees, Druckerei, Autotypie u. Lichtdruck, BCto: Vereinsb. u. Postscheck 20715, ☎ Ro 7105, Steintwiete 20, Ecke Deichstr., ⊠ 11, Wohn: Ahrensburg bbox=[1161, 1842, 1467, 1942]
directory-entry: Griebert Wwe. S., Neumünsterstr. 22, ⊠ 20 bbox=[517, 1121, 761, 1137]
directory-entry: — Carl, Drucker, Nonnenstieg 16, ⊠ 37 bbox=[1161, 1827, 1387, 1843]
directory-entry: — Frau M., Bussestr. 29, ⊠ 39 bbox=[839, 1482, 1013, 1498]
directory-entry: Grieschat, F., Schlosser, Hinrichsenstr. 15 bbox=[1161, 1564, 1395, 1580]
directory-entry: — Frl. J., Lehrerin, Gr.-Borstel, Brückenwiesenstr. 31 bbox=[195, 1023, 498, 1039]
scanned-page bbox=[135, 78, 1515, 2123]
directory-entry: — Griebel Wwe., H., IR. Beinhauer Söhne, Lohhof 15, ⊠ 26 bbox=[517, 646, 806, 678]
directory-entry: — Bernhd., Postschaffn., Richard Dehmel Strasse 6, ⊠ 13 bbox=[1161, 1778, 1456, 1810]
directory-entry: — Hinr., Wagenf., Gärtnerstr. 92, ⊠ 30 bbox=[839, 1089, 1059, 1105]
directory-entry: — J., Arbtr., Angerstr. 44, H. 2, ⊠ 24 bbox=[839, 1204, 1048, 1219]
directory-entry: — A., Postschaffner, Belleallianceatr. 63 bbox=[517, 1679, 745, 1695]
